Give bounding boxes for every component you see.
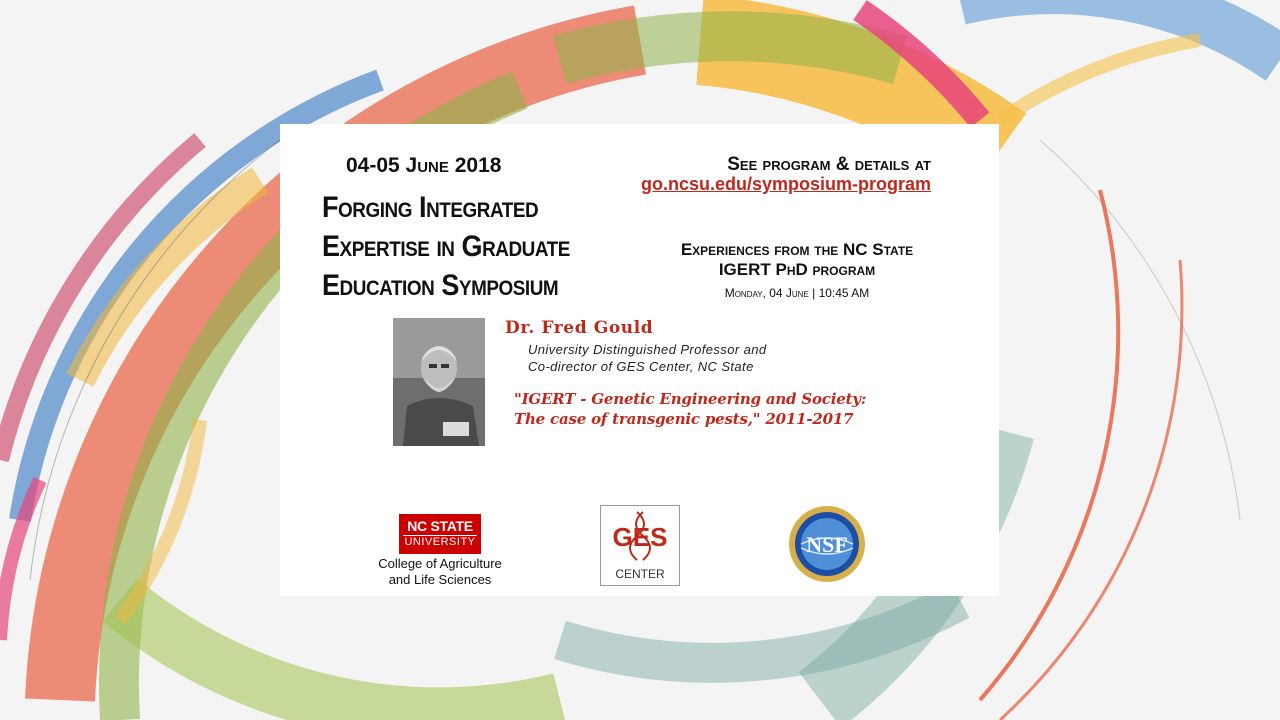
title-line-3: Education Symposium	[322, 269, 559, 302]
session-title	[632, 240, 962, 280]
symposium-title	[322, 188, 570, 305]
ges-logo-text: GES	[612, 522, 668, 552]
talk-title-line-2: The case of transgenic pests," 2011-2017	[514, 410, 854, 428]
event-date: 04-05 June 2018	[346, 154, 502, 177]
speaker-role-line-2: Co-director of GES Center, NC State	[528, 359, 754, 374]
ges-center-label: CENTER	[615, 567, 665, 581]
event-card	[280, 124, 999, 596]
speaker-role-line-1: University Distinguished Professor and	[528, 342, 767, 357]
speaker-photo	[393, 318, 485, 446]
session-time: Monday, 04 June | 10:45 AM	[724, 286, 870, 300]
title-line-2: Expertise in Graduate	[322, 230, 570, 263]
nsf-logo-text: NSF	[806, 532, 848, 557]
program-link[interactable]: go.ncsu.edu/symposium-program	[640, 174, 931, 194]
speaker-name: Dr. Fred Gould	[505, 318, 654, 338]
talk-title	[514, 389, 866, 429]
title-line-1: Forging Integrated	[322, 191, 539, 224]
college-line-1: College of Agriculture	[378, 556, 502, 571]
ncstate-logo-line-2: UNIVERSITY	[404, 536, 476, 548]
nsf-logo	[787, 504, 867, 584]
ncstate-logo	[399, 514, 481, 554]
speaker-role	[528, 341, 766, 375]
dna-helix-icon	[601, 506, 679, 566]
ges-center-logo	[600, 505, 680, 586]
college-line-2: and Life Sciences	[388, 572, 492, 587]
session-title-line-2: IGERT PhD program	[718, 260, 876, 279]
see-program-label: See program & details at	[727, 154, 931, 175]
ncstate-logo-line-1: NC STATE	[407, 518, 473, 534]
talk-title-line-1: "IGERT - Genetic Engineering and Society:	[514, 390, 867, 408]
speaker-portrait-image	[393, 318, 485, 446]
college-name	[370, 556, 510, 588]
nsf-seal-icon	[787, 504, 867, 584]
session-title-line-1: Experiences from the NC State	[680, 240, 914, 259]
